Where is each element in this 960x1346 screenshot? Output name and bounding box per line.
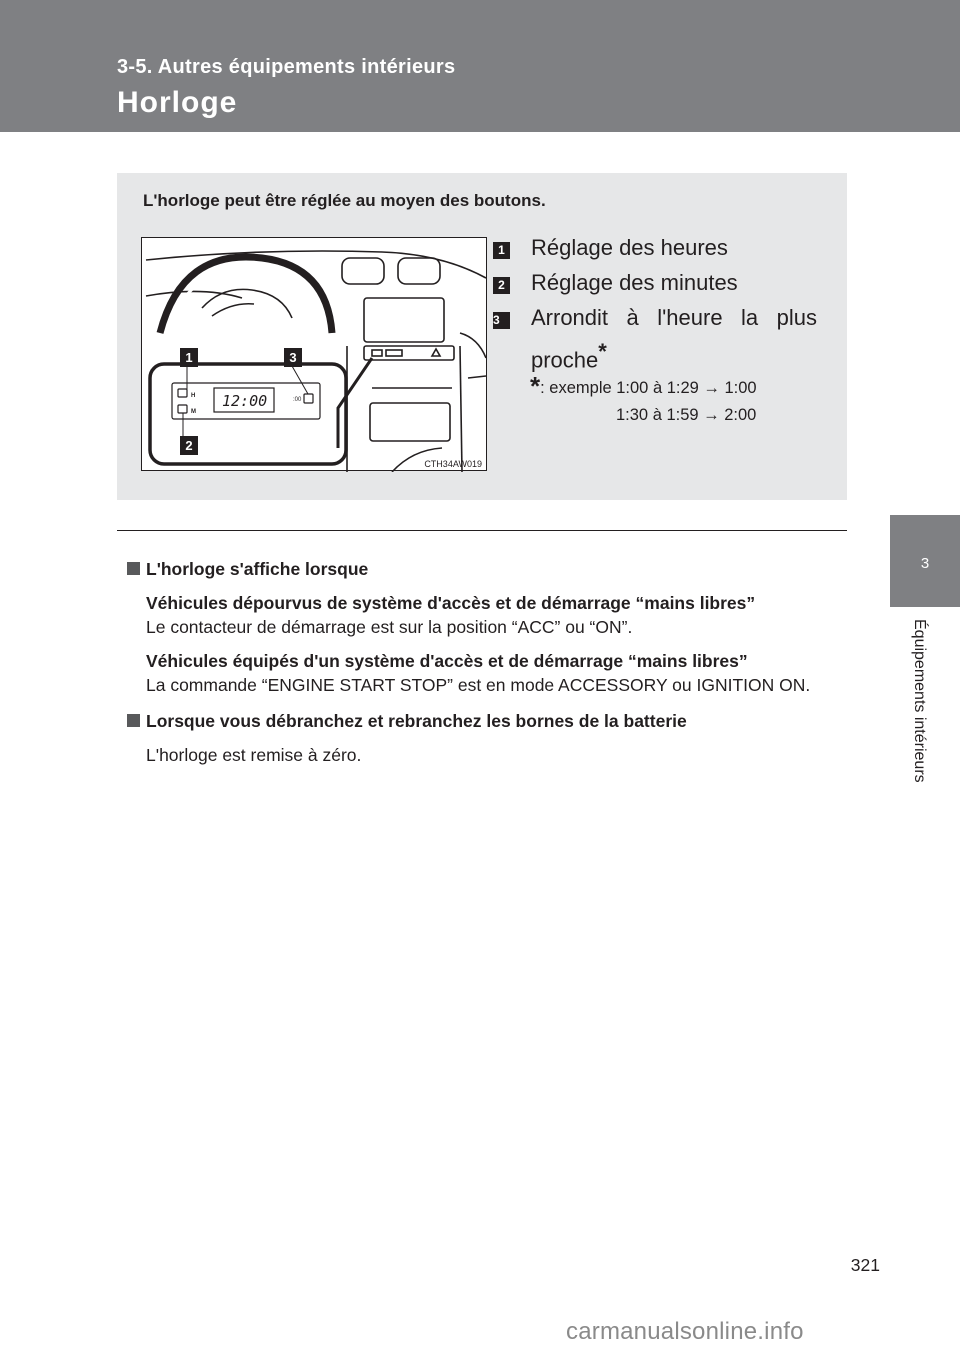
topic-heading: L'horloge s'affiche lorsque <box>126 557 838 581</box>
round-button <box>304 394 313 403</box>
paragraph: Le contacteur de démarrage est sur la position “ACC” ou “ON”. <box>146 617 633 637</box>
subheading: Véhicules dépourvus de système d'accès et de démarrage “mains libres” <box>146 593 756 613</box>
vent-right <box>398 258 440 284</box>
page-number: 321 <box>850 1255 880 1275</box>
legend-text-wrap <box>531 301 817 377</box>
subheading: Véhicules équipés d'un système d'accès et de démarrage “mains libres” <box>146 651 748 671</box>
legend-list <box>493 231 817 378</box>
info-box-intro: L'horloge peut être réglée au moyen des boutons. <box>143 191 546 210</box>
svg-text:1: 1 <box>185 350 193 365</box>
section-title: 3-5. Autres équipements intérieurs <box>117 56 456 78</box>
legend-item <box>493 301 817 377</box>
footnote-line-1: : exemple 1:00 à 1:29 → 1:00 <box>540 379 757 397</box>
clock-strip <box>364 346 454 360</box>
chapter-number: 3 <box>920 555 930 572</box>
info-box <box>117 173 847 500</box>
legend-badge: 3 <box>493 312 510 329</box>
dashboard-drawing <box>142 238 488 472</box>
minute-label: M <box>191 409 196 415</box>
legend-item <box>493 231 817 265</box>
callout-1 <box>180 348 198 367</box>
chapter-tab[interactable] <box>890 515 960 607</box>
square-bullet-icon <box>127 562 140 575</box>
page-header <box>0 0 960 132</box>
center-screen <box>364 298 444 342</box>
svg-text:3: 3 <box>289 350 297 365</box>
legend-text: Arrondit à l'heure la plus proche <box>531 305 817 373</box>
footnote-line-2: 1:30 à 1:59 → 2:00 <box>616 406 757 424</box>
chapter-tab-label-area <box>890 607 960 832</box>
legend-text: Réglage des minutes <box>531 270 738 295</box>
svg-text:2: 2 <box>185 438 193 453</box>
callout-3 <box>284 348 302 367</box>
main-content <box>126 557 838 777</box>
figure-code: CTH34AW019 <box>424 459 482 469</box>
minute-button <box>178 405 187 413</box>
paragraph: L'horloge est remise à zéro. <box>146 745 362 765</box>
vent-left <box>342 258 384 284</box>
round-label: :00 <box>293 397 302 403</box>
footnote-star: * <box>530 371 541 401</box>
dashboard-illustration <box>141 237 487 471</box>
legend-badge: 2 <box>493 277 510 294</box>
topic-heading: Lorsque vous débranchez et rebranchez les bornes de la batterie <box>126 709 838 733</box>
callout-2 <box>180 436 198 455</box>
square-bullet-icon <box>127 714 140 727</box>
hour-button <box>178 389 187 397</box>
page-title: Horloge <box>117 86 238 119</box>
legend-text: Réglage des heures <box>531 235 728 260</box>
paragraph: La commande “ENGINE START STOP” est en mode ACCESSORY ou IGNITION ON. <box>146 675 811 695</box>
legend-item <box>493 266 817 300</box>
footnote <box>530 373 757 429</box>
clock-display-text: 12:00 <box>222 392 268 410</box>
legend-badge: 1 <box>493 242 510 259</box>
chapter-label: Équipements intérieurs <box>911 619 928 783</box>
watermark[interactable]: carmanualsonline.info <box>566 1318 804 1345</box>
divider <box>117 530 847 531</box>
asterisk: * <box>598 339 607 364</box>
hour-label: H <box>191 393 196 399</box>
zoom-frame <box>150 364 346 464</box>
